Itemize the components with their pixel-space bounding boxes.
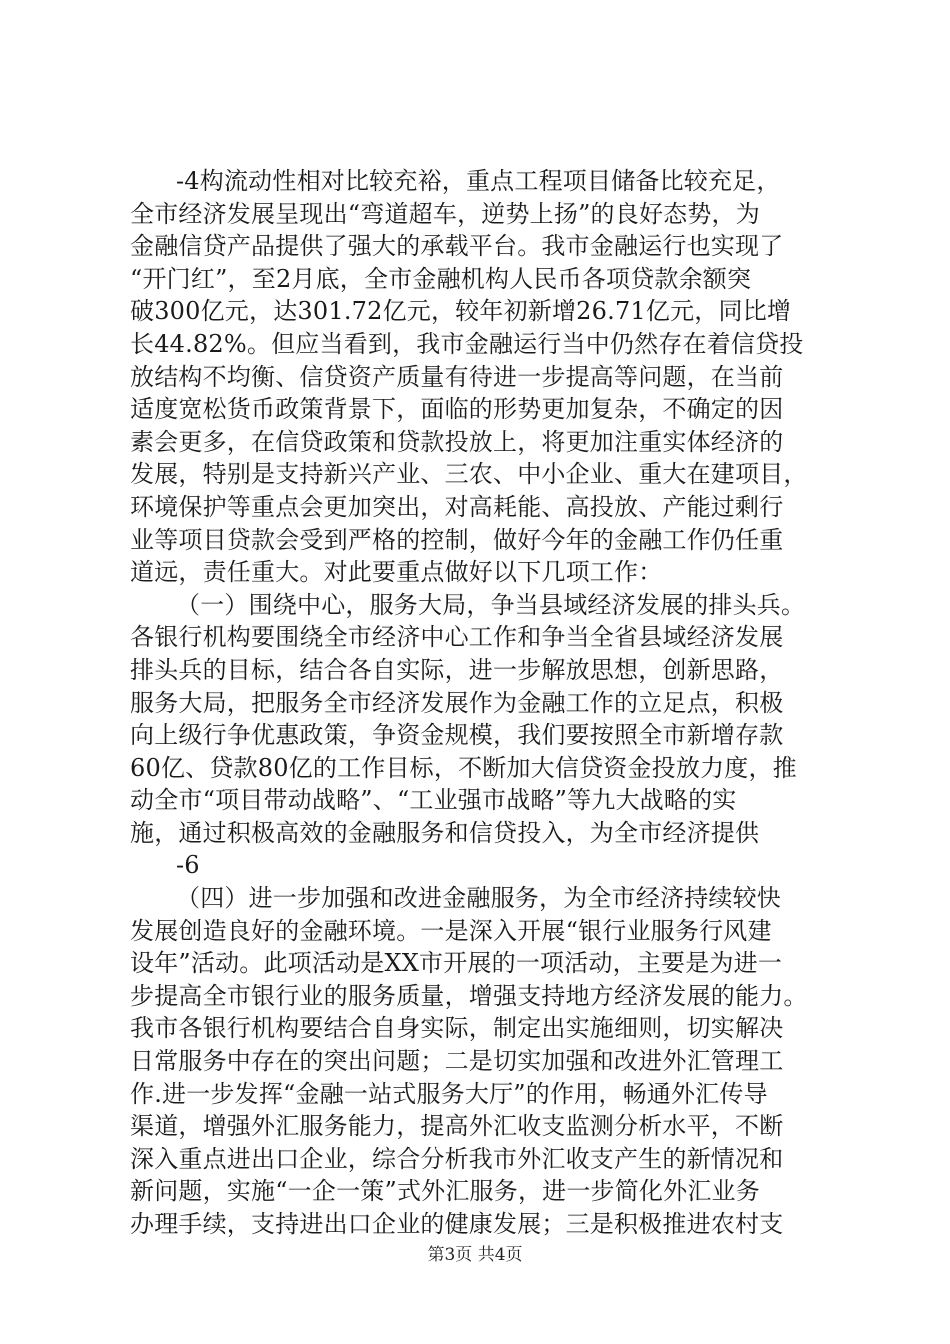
text-line: 适度宽松货币政策背景下，面临的形势更加复杂，不确定的因	[130, 395, 784, 424]
text-line: 素会更多，在信贷政策和贷款投放上，将更加注重实体经济的	[130, 427, 784, 456]
text-line: 各银行机构要围绕全市经济中心工作和争当全省县域经济发展	[130, 623, 784, 652]
text-line: 作.进一步发挥“金融一站式服务大厅”的作用，畅通外汇传导	[130, 1079, 768, 1108]
text-line: 长44.82%。但应当看到，我市金融运行当中仍然存在着信贷投	[130, 329, 804, 358]
text-line: 服务大局，把服务全市经济发展作为金融工作的立足点，积极	[130, 688, 784, 717]
text-line: 60亿、贷款80亿的工作目标，不断加大信贷资金投放力度，推	[130, 753, 797, 782]
text-line: 金融信贷产品提供了强大的承载平台。我市金融运行也实现了	[130, 232, 784, 261]
text-line: 设年”活动。此项活动是XX市开展的一项活动，主要是为进一	[130, 949, 783, 978]
text-line: 道远，责任重大。对此要重点做好以下几项工作：	[130, 558, 663, 587]
section-heading-line: （四）进一步加强和改进金融服务，为全市经济持续较快	[176, 884, 781, 913]
text-line: 环境保护等重点会更加突出，对高耗能、高投放、产能过剩行	[130, 492, 784, 521]
text-line: 我市各银行机构要结合自身实际，制定出实施细则，切实解决	[130, 1014, 784, 1043]
text-line: 全市经济发展呈现出“弯道超车，逆势上扬”的良好态势，为	[130, 199, 760, 228]
section-heading-line: （一）围绕中心，服务大局，争当县域经济发展的排头兵。	[176, 590, 806, 619]
text-line: 步提高全市银行业的服务质量，增强支持地方经济发展的能力。	[130, 981, 808, 1010]
text-line: 深入重点进出口企业，综合分析我市外汇收支产生的新情况和	[130, 1144, 784, 1173]
text-line: 动全市“项目带动战略”、“工业强市战略”等九大战略的实	[130, 786, 737, 815]
text-line: 排头兵的目标，结合各自实际，进一步解放思想，创新思路，	[130, 655, 784, 684]
page-footer: 第3页 共4页	[427, 1245, 523, 1265]
text-line: 放结构不均衡、信贷资产质量有待进一步提高等问题，在当前	[130, 362, 784, 391]
text-line: 破300亿元，达301.72亿元，较年初新增26.71亿元，同比增	[130, 297, 792, 326]
text-line: 发展，特别是支持新兴产业、三农、中小企业、重大在建项目，	[130, 460, 808, 489]
text-line: 施，通过积极高效的金融服务和信贷投入，为全市经济提供	[130, 818, 760, 847]
text-line: 新问题，实施“一企一策”式外汇服务，进一步简化外汇业务	[130, 1177, 760, 1206]
text-line: 渠道，增强外汇服务能力，提高外汇收支监测分析水平，不断	[130, 1112, 784, 1141]
document-body	[130, 165, 830, 1241]
text-line: 发展创造良好的金融环境。一是深入开展“银行业服务行风建	[130, 916, 772, 945]
page-marker: -6	[176, 851, 200, 880]
text-line: 向上级行争优惠政策，争资金规模，我们要按照全市新增存款	[130, 721, 784, 750]
text-line: 办理手续，支持进出口企业的健康发展；三是积极推进农村支	[130, 1210, 784, 1238]
text-line: 业等项目贷款会受到严格的控制，做好今年的金融工作仍任重	[130, 525, 784, 554]
text-line: -4构流动性相对比较充裕，重点工程项目储备比较充足，	[176, 167, 781, 195]
text-line: “开门红”，至2月底，全市金融机构人民币各项贷款余额突	[130, 264, 752, 293]
text-line: 日常服务中存在的突出问题；二是切实加强和改进外汇管理工	[130, 1047, 784, 1076]
